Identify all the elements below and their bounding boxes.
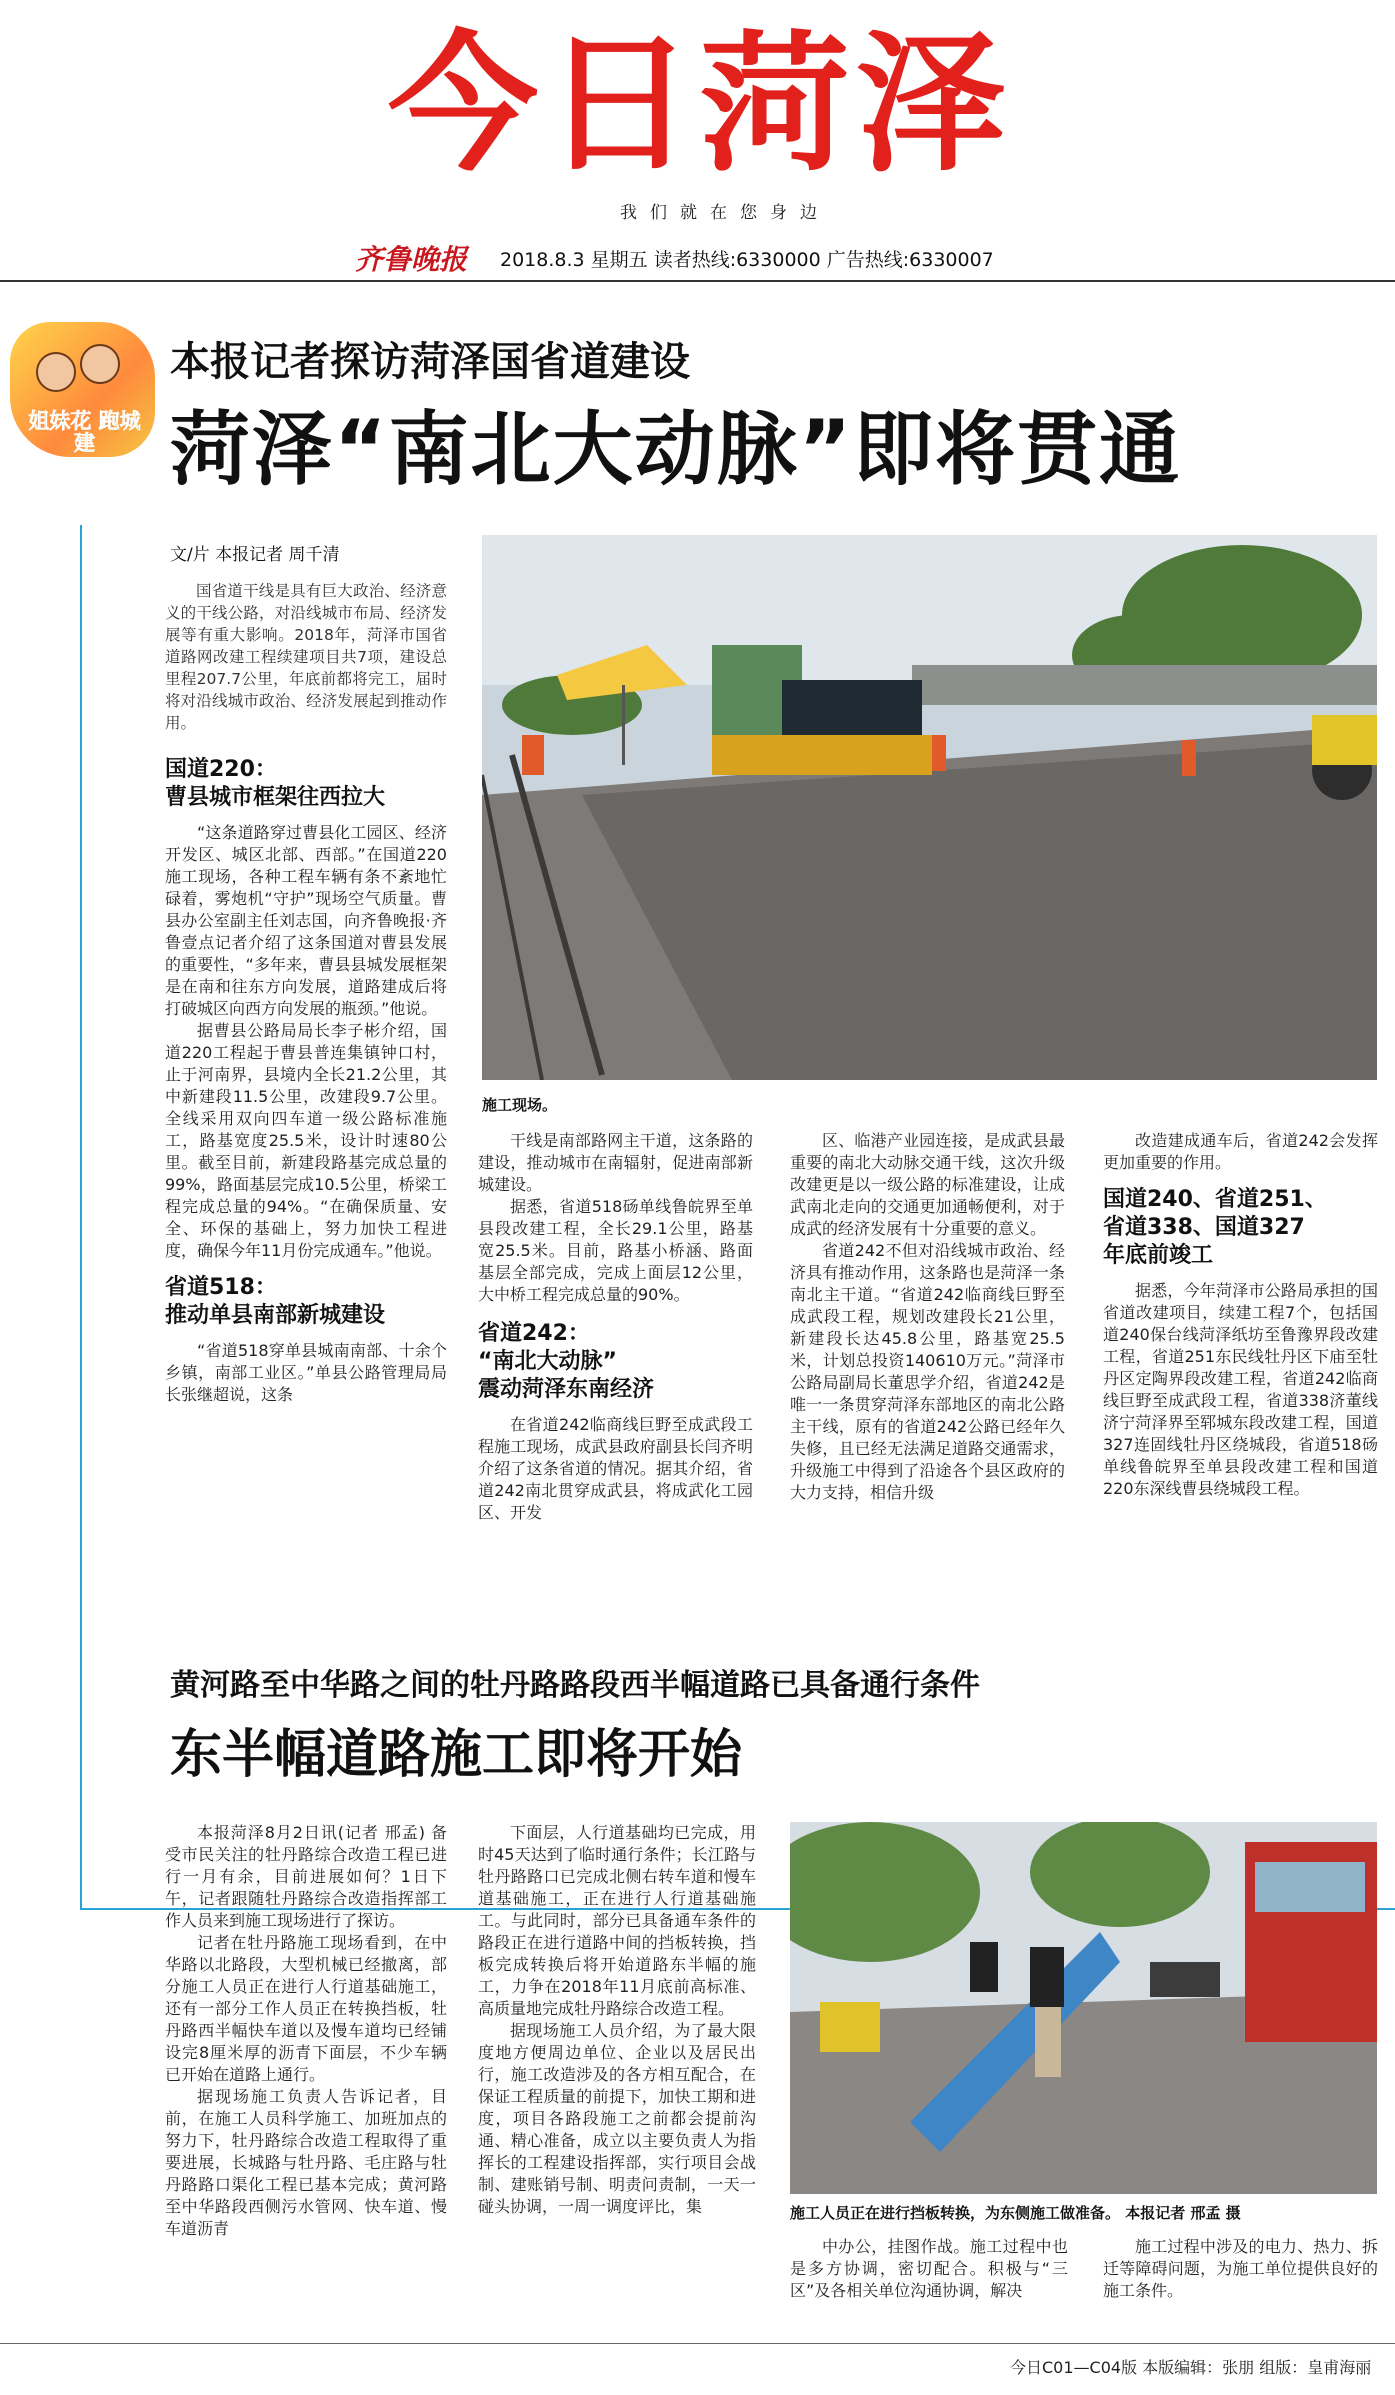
paragraph: 干线是南部路网主干道，这条路的建设，推动城市在南辐射，促进南部新城建设。 (478, 1131, 753, 1194)
masthead-rule (0, 280, 1395, 282)
story2-colD-body (1103, 2236, 1378, 2302)
construction-photo (482, 535, 1377, 1080)
paragraph: “这条道路穿过曹县化工园区、经济开发区、城区北部、西部。”在国道220施工现场，各种工程车辆有条不紊地忙碌着，雾炮机“守护”现场空气质量。曹县办公室副主任刘志国，向齐鲁晚报·齐鲁壹点记者介绍了这条国道对曹县发展的重要性，“多年来，曹县县城发展框架是在南和往东方向发展，道路建成后将打破城区向西方向发展的瓶颈。”他说。 (165, 823, 447, 1018)
story1-col4-tail (1103, 1280, 1378, 1500)
page-footer: 今日C01—C04版 本版编辑：张朋 组版：皇甫海丽 (1010, 2358, 1372, 2377)
paragraph: 下面层，人行道基础均已完成，用时45天达到了临时通行条件；长江路与牡丹路路口已完成北侧右转车道和慢车道基础施工，正在进行人行道基础施工。与此同时，部分已具备通车条件的路段正在进行道路中间的挡板转换，挡板完成转换后将开始道路东半幅的施工，力争在2018年11月底前高标准、高质量地完成牡丹路综合改造工程。 (478, 1823, 756, 2018)
story1-subhead-2: 省道518： 推动单县南部新城建设 (165, 1275, 386, 1328)
story1-column-4 (1103, 1130, 1378, 1500)
badge-text: 姐妹花 跑城建 (28, 409, 141, 455)
story2-column-2 (478, 1822, 756, 2218)
footer-rule (0, 2343, 1395, 2344)
paragraph: 据现场施工人员介绍，为了最大限度地方便周边单位、企业以及居民出行，施工改造涉及的各方相互配合，在保证工程质量的前提下，加快工期和进度，项目各路段施工之前都会提前沟通、精心准备，成立以主要负责人为指挥长的工程建设指挥部，实行项目会战制、建账销号制、明责问责制，一天一碰头协调，一周一调度评比，集 (478, 2021, 756, 2216)
reporter-face-icon (36, 352, 76, 392)
paragraph: “省道518穿单县城南南部、十余个乡镇，南部工业区。”单县公路管理局局长张继超说，这条 (165, 1341, 447, 1404)
story2-column-1 (165, 1822, 447, 2240)
masthead-title: 今日菏泽 (387, 18, 1012, 192)
story1-photo-caption: 施工现场。 (482, 1096, 558, 1114)
story1-subhead-3: 省道242： “南北大动脉” 震动菏泽东南经济 (478, 1321, 655, 1402)
story2-colB-body (478, 1822, 756, 2218)
story1-col1-tail (165, 1340, 447, 1406)
story1-col1-body (165, 822, 447, 1262)
story1-kicker: 本报记者探访菏泽国省道建设 (170, 339, 690, 385)
story2-photo-caption: 施工人员正在进行挡板转换，为东侧施工做准备。 本报记者 邢孟 摄 (790, 2204, 1241, 2222)
story2-kicker: 黄河路至中华路之间的牡丹路路段西半幅道路已具备通行条件 (170, 1668, 980, 1703)
story1-byline: 文/片 本报记者 周千清 (170, 545, 340, 565)
paragraph: 据悉，省道518砀单线鲁皖界至单县段改建工程，全长29.1公里，路基宽25.5米。目前，路基小桥涵、路面基层全部完成，完成上面层12公里，大中桥工程完成总量的90%。 (478, 1197, 753, 1304)
masthead-slogan: 我们就在您身边 (620, 203, 830, 223)
story1-subhead-4: 国道240、省道251、 省道338、国道327 年底前竣工 (1103, 1187, 1327, 1268)
story1-column-2 (478, 1130, 753, 1524)
paragraph: 本报菏泽8月2日讯(记者 邢孟) 备受市民关注的牡丹路综合改造工程已进行一月有余，目前进展如何？1日下午，记者跟随牡丹路综合改造指挥部工作人员来到施工现场进行了探访。 (165, 1823, 447, 1930)
column-badge (10, 322, 155, 457)
barrier-photo (790, 1822, 1377, 2194)
paragraph: 改造建成通车后，省道242会发挥更加重要的作用。 (1103, 1131, 1378, 1172)
story1-subhead-1: 国道220： 曹县城市框架往西拉大 (165, 757, 386, 810)
story2-colC-body (790, 2236, 1068, 2302)
dateline: 2018.8.3 星期五 读者热线:6330000 广告热线:6330007 (500, 249, 994, 271)
paragraph: 中办公，挂图作战。施工过程中也是多方协调，密切配合。积极与“三区”及各相关单位沟通协调，解决 (790, 2237, 1068, 2300)
story1-column-1 (165, 580, 447, 1406)
story2-column-3 (790, 2236, 1068, 2302)
paragraph: 据现场施工负责人告诉记者，目前，在施工人员科学施工、加班加点的努力下，牡丹路综合改造工程取得了重要进展，长城路与牡丹路、毛庄路与牡丹路路口渠化工程已基本完成；黄河路至中华路段西侧污水管网、快车道、慢车道沥青 (165, 2087, 447, 2238)
story2-column-4 (1103, 2236, 1378, 2302)
story1-col2-body (478, 1130, 753, 1306)
paragraph: 区、临港产业园连接，是成武县最重要的南北大动脉交通干线，这次升级改建更是以一级公路的标准建设，让成武南北走向的交通更加通畅便利，对于成武的经济发展有十分重要的意义。 (790, 1131, 1065, 1238)
paragraph: 记者在牡丹路施工现场看到，在中华路以北路段，大型机械已经撤离，部分施工人员正在进行人行道基础施工，还有一部分工作人员正在转换挡板，牡丹路西半幅快车道以及慢车道均已经铺设完8厘米厚的沥青下面层，不少车辆已开始在道路上通行。 (165, 1933, 447, 2084)
section-rule (80, 525, 82, 1910)
story2-colA-body (165, 1822, 447, 2240)
story1-col4-body (1103, 1130, 1378, 1174)
paragraph: 在省道242临商线巨野至成武段工程施工现场，成武县政府副县长闫齐明介绍了这条省道的情况。据其介绍，省道242南北贯穿成武县，将成武化工园区、开发 (478, 1415, 753, 1522)
story1-lead: 国省道干线是具有巨大政治、经济意义的干线公路，对沿线城市布局、经济发展等有重大影响。2018年，菏泽市国省道路网改建工程续建项目共7项，建设总里程207.7公里，年底前都将完工，届时将对沿线城市政治、经济发展起到推动作用。 (165, 582, 447, 732)
story2-headline: 东半幅道路施工即将开始 (170, 1725, 743, 1785)
reporter-face-icon (80, 344, 120, 384)
paragraph: 省道242不但对沿线城市政治、经济具有推动作用，这条路也是菏泽一条南北主干道。“省道242临商线巨野至成武段工程，规划改建段长21公里，新建段长达45.8公里，路基宽25.5米，计划总投资140610万元。”菏泽市公路局副局长董思学介绍，省道242是唯一一条贯穿菏泽东部地区的南北公路主干线，原有的省道242公路已经年久失修，且已经无法满足道路交通需求，升级施工中得到了沿途各个县区政府的大力支持，相信升级 (790, 1241, 1065, 1502)
story1-headline: 菏泽“南北大动脉”即将贯通 (170, 403, 1182, 496)
brand-logo: 齐鲁晚报 (355, 243, 468, 276)
story1-col3-body (790, 1130, 1065, 1504)
story1-col2-tail (478, 1414, 753, 1524)
paragraph: 据曹县公路局局长李子彬介绍，国道220工程起于曹县普连集镇钟口村，止于河南界，县境内全长21.2公里，其中新建段11.5公里，改建段9.7公里。全线采用双向四车道一级公路标准施工，路基宽度25.5米，设计时速80公里。截至目前，新建段路基完成总量的99%，路面基层完成10.5公里，桥梁工程完成总量的94%。“在确保质量、安全、环保的基础上，努力加快工程进度，确保今年11月份完成通车。”他说。 (165, 1021, 447, 1260)
paragraph: 据悉，今年菏泽市公路局承担的国省道改建项目，续建工程7个，包括国道240保台线菏泽纸坊至鲁豫界段改建工程，省道251东民线牡丹区下庙至牡丹区定陶界段改建工程，省道242临商线巨野至成武段工程，省道338济董线济宁菏泽界至郓城东段改建工程，国道327连固线牡丹区绕城段，省道518砀单线鲁皖界至单县段改建工程和国道220东深线曹县绕城段工程。 (1103, 1281, 1378, 1498)
story1-column-3 (790, 1130, 1065, 1504)
paragraph: 施工过程中涉及的电力、热力、拆迁等障碍问题，为施工单位提供良好的施工条件。 (1103, 2237, 1378, 2300)
